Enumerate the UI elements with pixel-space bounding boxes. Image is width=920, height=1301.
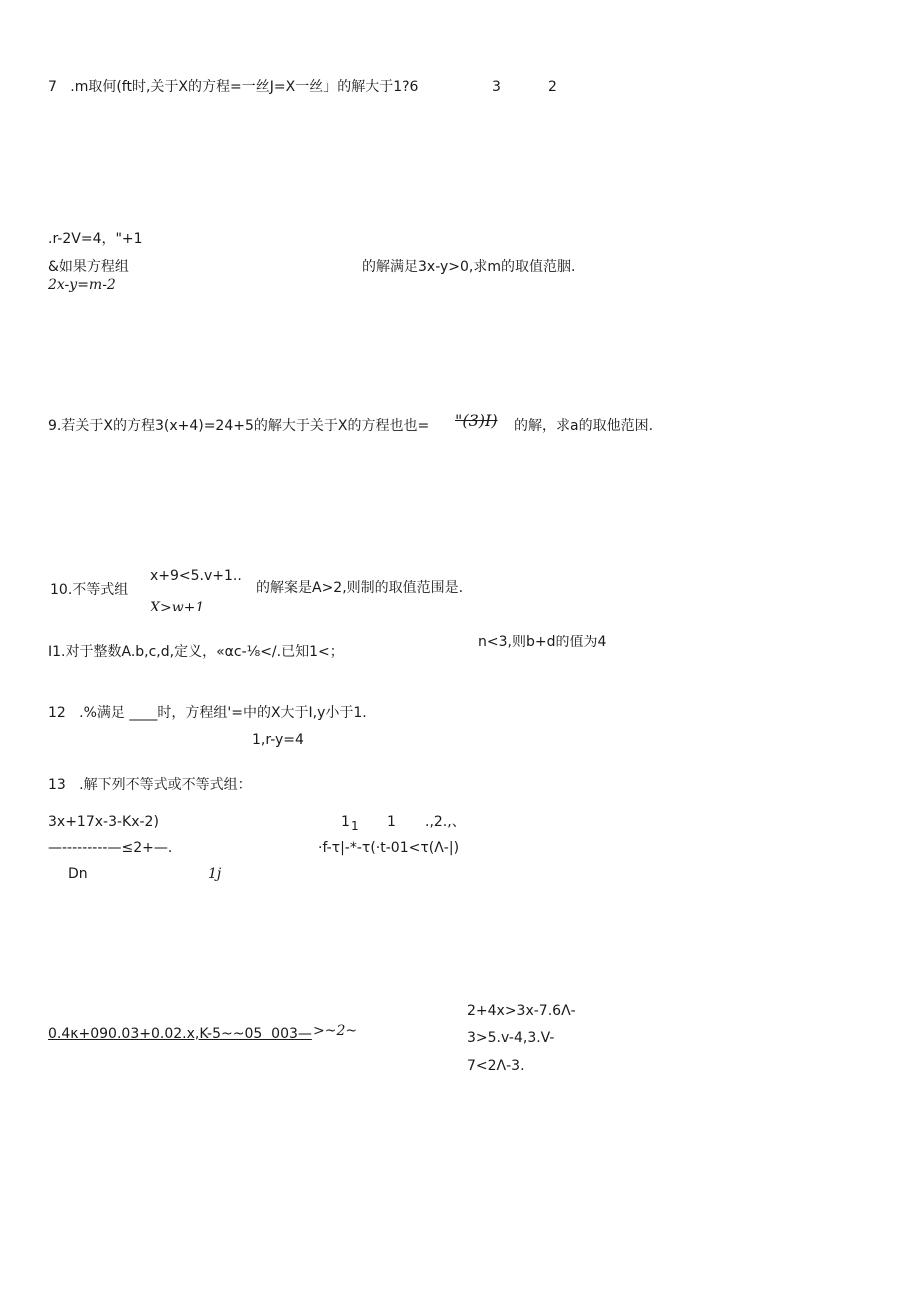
q8-tail: 的解满足3x-y>0,求m的取值范胭.	[362, 259, 576, 275]
q13-p1-denominator-2: 1j	[208, 866, 222, 882]
q13-p4-line2: 3>5.v-4,3.V-	[467, 1030, 555, 1046]
q8-equation-1: .r-2V=4，"+1	[48, 231, 143, 247]
q13-p4-line3: 7<2Λ-3.	[467, 1058, 525, 1074]
q13-p1-line2: —---------—≤2+—.	[48, 840, 173, 856]
q10-label: 10.不等式组	[50, 582, 129, 598]
q11-tail: n<3,则b+d的值为4	[478, 635, 607, 649]
q10-equation-2: X>w+1	[150, 600, 205, 611]
q7-number-2: 2	[548, 79, 557, 95]
q13-p1-line1: 3x+17x-3-Kx-2)	[48, 814, 159, 830]
q13-p3: 0.4κ+090.03+0.02.x,K-5~~05 003—	[48, 1026, 312, 1042]
q11-tail-clip	[478, 635, 618, 649]
q9-head: 9.若关于X的方程3(x+4)=24+5的解大于关于X的方程也也=	[48, 418, 430, 434]
q7-text: 7 .m取何(ft时,关于X的方程=一丝J=X一丝」的解大于1?6	[48, 79, 419, 95]
q13-p1-denominator-1: Dn	[68, 866, 88, 882]
q13-p4-line1: 2+4x>3x-7.6Λ-	[467, 1003, 576, 1019]
q10-equation-1: x+9<5.v+1..	[150, 568, 242, 584]
q8-label: &如果方程组	[48, 259, 129, 275]
q9-fraction: "(3)I)	[455, 411, 498, 430]
q13-p3-tail: >~2~	[313, 1023, 358, 1039]
q13-p2-line2: ·f-τ|-*-τ(·t-01<τ(Λ-|)	[318, 840, 460, 856]
q13-p2-num-1: 1	[341, 814, 350, 830]
q12-head: 12 .%满足 ____时，方程组'=中的X大于I,y小于1.	[48, 705, 367, 721]
q13-p2-num-1-sub: 1	[351, 819, 359, 833]
q10-equation-2-clip	[150, 600, 220, 611]
q11-head: I1.对于整数A.b,c,d,定义，«αc-⅛</.已知1<；	[48, 644, 344, 660]
q9-tail: 的解，求a的取他范困.	[514, 418, 654, 434]
q8-equation-2: 2x-y=m-2	[48, 277, 116, 293]
q13-title: 13 .解下列不等式或不等式组：	[48, 777, 252, 793]
q7-number-3: 3	[492, 79, 501, 95]
q13-p2-num-3: .,2.,、	[425, 814, 466, 830]
q12-equation: 1,r-y=4	[252, 732, 304, 748]
q10-tail: 的解案是A>2,则制的取值范围是.	[256, 580, 464, 596]
q13-p2-num-2: 1	[387, 814, 396, 830]
